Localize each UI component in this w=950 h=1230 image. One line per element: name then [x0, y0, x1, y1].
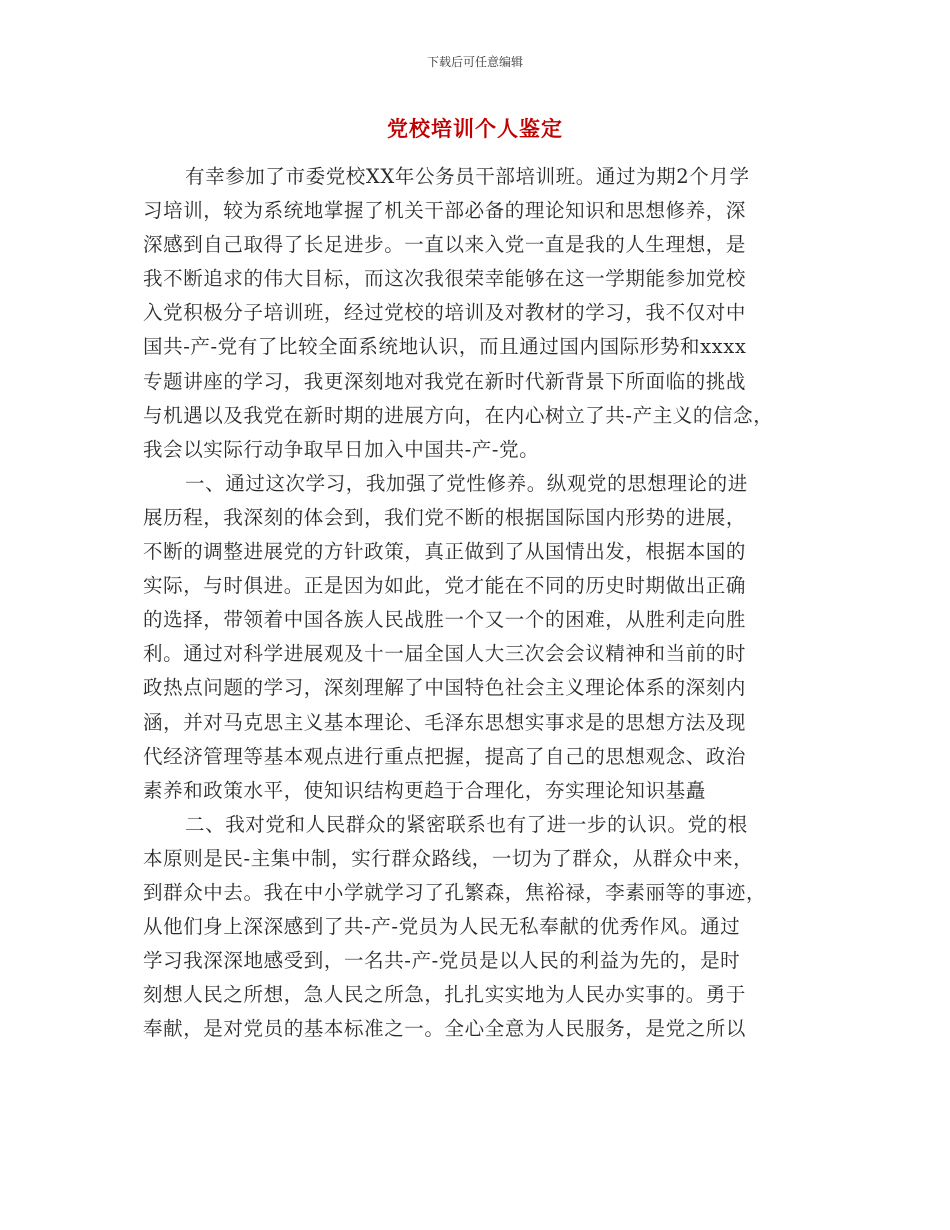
paragraph-line: 到群众中去。我在中小学就学习了孔繁森，焦裕禄，李素丽等的事迹， [143, 880, 767, 904]
document-body [143, 160, 823, 1046]
paragraph-line: 与机遇以及我党在新时期的进展方向，在内心树立了共-产主义的信念， [143, 403, 774, 427]
paragraph-line: 不断的调整进展党的方针政策，真正做到了从国情出发，根据本国的 [143, 540, 747, 564]
paragraph-line: 习培训，较为系统地掌握了机关干部必备的理论知识和思想修养，深 [143, 199, 747, 223]
paragraph-line: 政热点问题的学习，深刻理解了中国特色社会主义理论体系的深刻内 [143, 676, 747, 700]
document-title: 党校培训个人鉴定 [387, 117, 563, 141]
paragraph-line: 国共-产-党有了比较全面系统地认识，而且通过国内国际形势和xxxx [143, 335, 747, 359]
paragraph-line: 奉献，是对党员的基本标准之一。全心全意为人民服务，是党之所以 [143, 1017, 747, 1041]
paragraph-line: 展历程，我深刻的体会到，我们党不断的根据国际国内形势的进展， [143, 505, 747, 529]
paragraph-line: 利。通过对科学进展观及十一届全国人大三次会会议精神和当前的时 [143, 642, 747, 666]
paragraph-line: 专题讲座的学习，我更深刻地对我党在新时代新背景下所面临的挑战 [143, 369, 747, 393]
paragraph-line: 代经济管理等基本观点进行重点把握，提高了自己的思想观念、政治 [143, 744, 747, 768]
paragraph-line: 的选择，带领着中国各族人民战胜一个又一个的困难，从胜利走向胜 [143, 608, 747, 632]
paragraph-line: 实际，与时俱进。正是因为如此，党才能在不同的历史时期做出正确 [143, 574, 747, 598]
paragraph-line: 从他们身上深深感到了共-产-党员为人民无私奉献的优秀作风。通过 [143, 915, 741, 939]
header-note: 下载后可任意编辑 [426, 55, 523, 69]
paragraph-line: 我不断追求的伟大目标，而这次我很荣幸能够在这一学期能参加党校 [143, 267, 747, 291]
paragraph-line: 学习我深深地感受到，一名共-产-党员是以人民的利益为先的，是时 [143, 949, 741, 973]
paragraph-line: 深感到自己取得了长足进步。一直以来入党一直是我的人生理想，是 [143, 233, 747, 257]
paragraph-line: 二、我对党和人民群众的紧密联系也有了进一步的认识。党的根 [185, 812, 748, 836]
paragraph-line: 入党积极分子培训班，经过党校的培训及对教材的学习，我不仅对中 [143, 301, 747, 325]
paragraph-line: 涵，并对马克思主义基本理论、毛泽东思想实事求是的思想方法及现 [143, 710, 747, 734]
paragraph-line: 素养和政策水平，使知识结构更趋于合理化，夯实理论知识基矗 [143, 778, 706, 802]
paragraph-line: 刻想人民之所想，急人民之所急，扎扎实实地为人民办实事的。勇于 [143, 983, 747, 1007]
paragraph-line: 一、通过这次学习，我加强了党性修养。纵观党的思想理论的进 [185, 471, 748, 495]
paragraph-line: 本原则是民-主集中制，实行群众路线，一切为了群众，从群众中来， [143, 846, 754, 870]
paragraph-line: 我会以实际行动争取早日加入中国共-产-党。 [143, 437, 540, 461]
paragraph-line: 有幸参加了市委党校XX年公务员干部培训班。通过为期2个月学 [185, 165, 750, 188]
